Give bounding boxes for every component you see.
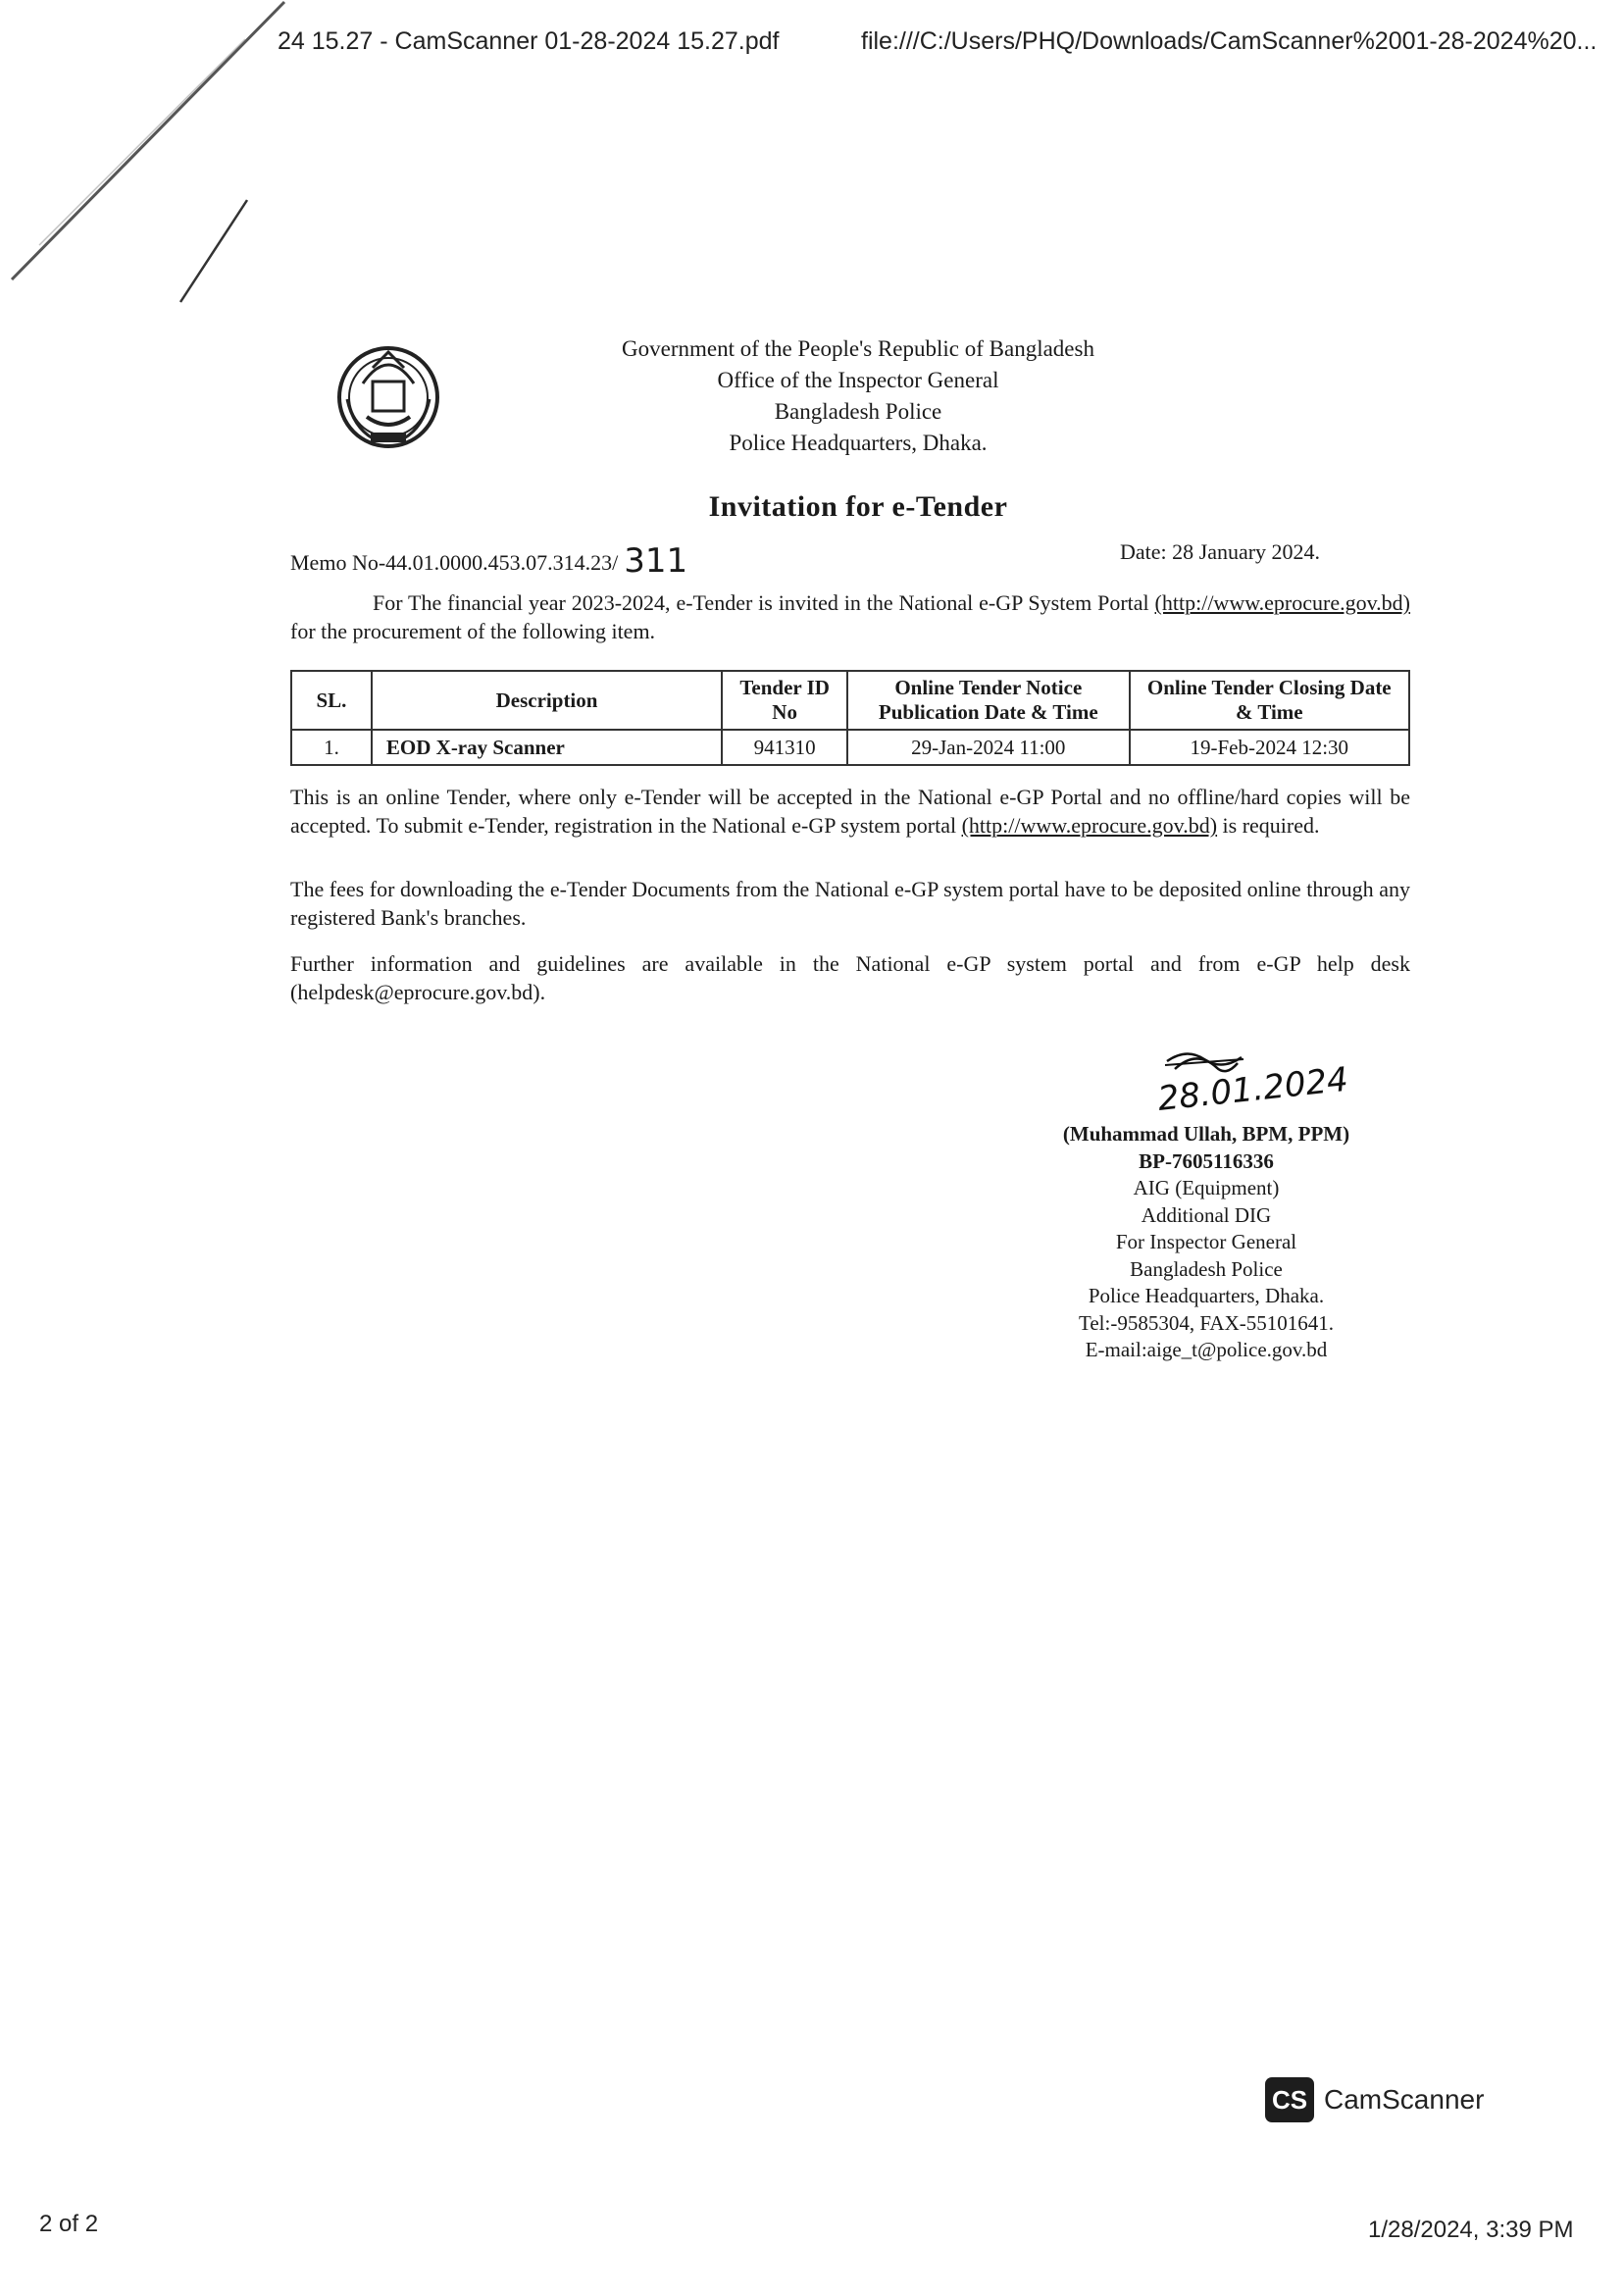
cell-tender-id: 941310 — [722, 730, 847, 765]
signatory-org: Bangladesh Police — [1130, 1256, 1283, 1281]
tender-table — [290, 670, 1410, 766]
intro-paragraph — [290, 588, 1410, 645]
intro-text-end: for the procurement of the following item. — [290, 619, 656, 643]
print-header-title: 24 15.27 - CamScanner 01-28-2024 15.27.pdf — [278, 27, 780, 55]
camscanner-label: CamScanner — [1324, 2084, 1485, 2115]
letterhead-government: Government of the People's Republic of Bangladesh — [622, 336, 1094, 361]
signatory-tel: Tel:-9585304, FAX-55101641. — [1078, 1310, 1335, 1335]
col-header-tender-id: Tender ID No — [722, 671, 847, 730]
col-header-publication: Online Tender Notice Publication Date & Time — [847, 671, 1130, 730]
col-header-closing: Online Tender Closing Date & Time — [1130, 671, 1409, 730]
signatory-on-behalf: For Inspector General — [1115, 1230, 1297, 1253]
info-paragraph: Further information and guidelines are available in the National e-GP system portal and from e-GP help desk (helpdesk@eprocure.gov.bd). — [290, 951, 1410, 1004]
registration-link[interactable]: (http://www.eprocure.gov.bd) — [961, 813, 1218, 838]
signatory-designation: AIG (Equipment) — [1133, 1176, 1280, 1199]
page-title: Invitation for e-Tender — [708, 490, 1008, 523]
letterhead — [490, 333, 1226, 459]
print-header-url: file:///C:/Users/PHQ/Downloads/CamScanner%2001-28-2024%20... — [861, 27, 1598, 55]
letterhead-headquarters: Police Headquarters, Dhaka. — [729, 431, 988, 455]
memo-date: Date: 28 January 2024. — [1120, 539, 1321, 564]
online-tender-paragraph — [290, 783, 1410, 840]
signatory-block — [1000, 1121, 1412, 1364]
col-header-description: Description — [372, 671, 722, 730]
cell-publication: 29-Jan-2024 11:00 — [847, 730, 1130, 765]
signatory-id: BP-7605116336 — [1139, 1148, 1274, 1173]
letterhead-organization: Bangladesh Police — [774, 399, 942, 424]
letterhead-office: Office of the Inspector General — [717, 368, 999, 392]
intro-text: For The financial year 2023-2024, e-Tender is invited in the National e-GP System Portal — [373, 590, 1149, 615]
memo-number — [290, 541, 687, 581]
signature-date: 28.01.2024 — [1155, 1059, 1350, 1119]
signatory-rank: Additional DIG — [1141, 1202, 1272, 1227]
online-text: This is an online Tender, where only e-Tender will be accepted in the National e-GP Portal and no offline/hard copies will be accepted. To submit e-Tender, registration in the National e-GP system portal — [290, 785, 1410, 838]
online-text-end: is required. — [1222, 813, 1320, 838]
cell-description: EOD X-ray Scanner — [372, 730, 722, 765]
camscanner-icon: CS — [1265, 2077, 1314, 2122]
page-count: 2 of 2 — [39, 2211, 99, 2237]
signatory-name: (Muhammad Ullah, BPM, PPM) — [1062, 1122, 1350, 1146]
memo-handwritten-number: 311 — [624, 541, 688, 581]
camscanner-logo — [1265, 2077, 1484, 2122]
fees-paragraph: The fees for downloading the e-Tender Documents from the National e-GP system portal have to be deposited online through any registered Bank's branches. — [290, 877, 1410, 930]
signatory-email: E-mail:aige_t@police.gov.bd — [1085, 1338, 1328, 1361]
col-header-sl: SL. — [291, 671, 372, 730]
cell-closing: 19-Feb-2024 12:30 — [1130, 730, 1409, 765]
printed-timestamp: 1/28/2024, 3:39 PM — [1368, 2217, 1574, 2243]
bangladesh-police-emblem-icon — [333, 338, 443, 454]
table-header-row — [291, 671, 1409, 730]
portal-link[interactable]: (http://www.eprocure.gov.bd) — [1154, 590, 1411, 615]
table-row — [291, 730, 1409, 765]
signature — [1147, 1040, 1402, 1128]
memo-label: Memo No-44.01.0000.453.07.314.23/ — [290, 550, 619, 575]
signatory-office: Police Headquarters, Dhaka. — [1088, 1284, 1325, 1307]
scan-pen-stroke — [177, 196, 255, 314]
cell-sl: 1. — [291, 730, 372, 765]
